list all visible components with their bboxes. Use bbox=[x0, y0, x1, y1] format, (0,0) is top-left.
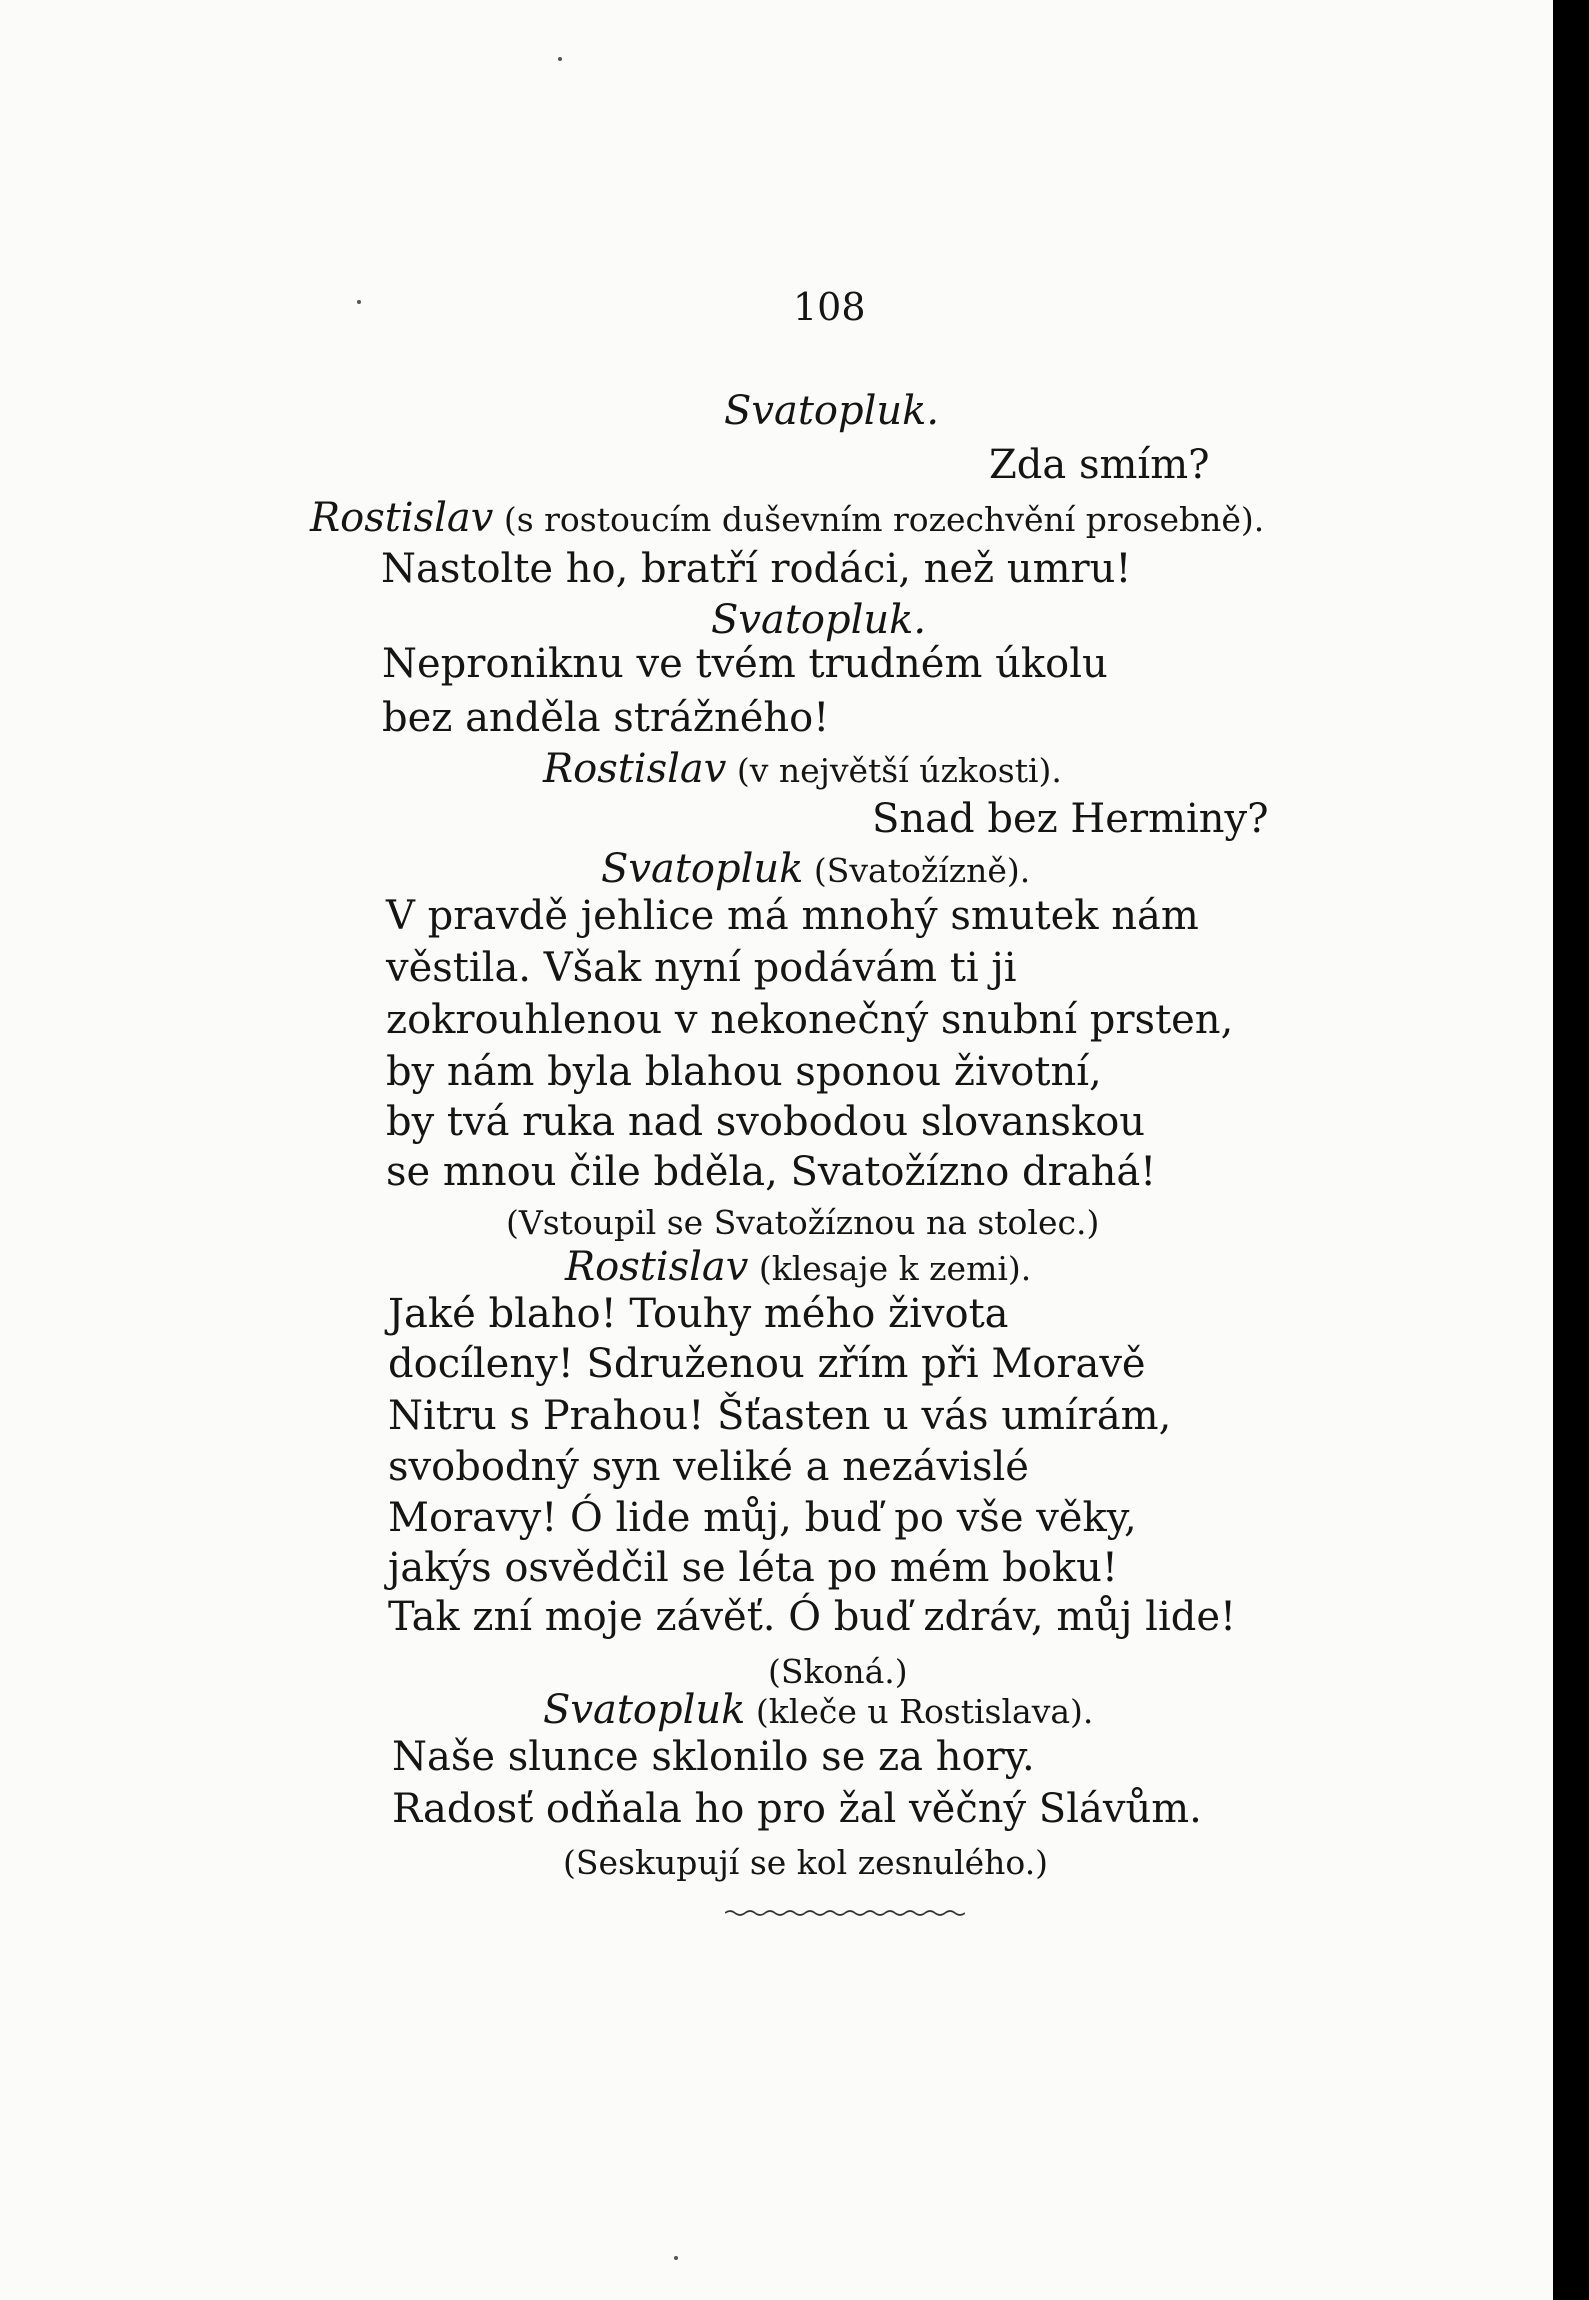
page-number: 108 bbox=[793, 285, 866, 329]
text-line bbox=[388, 1290, 1009, 1338]
stage-direction: (kleče u Rostislava). bbox=[745, 1692, 1094, 1731]
paper-speck bbox=[357, 300, 361, 304]
stage-direction: (v největší úzkosti). bbox=[726, 751, 1062, 790]
verse-text: by tvá ruka nad svobodou slovanskou bbox=[386, 1099, 1146, 1145]
verse-text: Zda smím? bbox=[989, 442, 1210, 488]
verse-text: Nastolte ho, bratří rodáci, než umru! bbox=[381, 546, 1132, 592]
verse-text: Jaké blaho! Touhy mého života bbox=[388, 1291, 1009, 1337]
verse-text: Neproniknu ve tvém trudném úkolu bbox=[382, 641, 1108, 687]
verse-text: by nám byla blahou sponou životní, bbox=[386, 1049, 1102, 1095]
text-line bbox=[388, 1494, 1137, 1542]
speaker-name: Rostislav bbox=[543, 746, 727, 792]
text-line bbox=[563, 1837, 1048, 1887]
text-line bbox=[382, 694, 829, 742]
text-line bbox=[310, 494, 1264, 544]
stage-direction: (Skoná.) bbox=[768, 1652, 908, 1691]
text-line bbox=[386, 996, 1233, 1044]
speaker-name: Svatopluk. bbox=[711, 597, 927, 643]
text-line bbox=[388, 1593, 1236, 1641]
verse-text: svobodný syn veliké a nezávislé bbox=[388, 1444, 1029, 1490]
stage-direction: (Svatožízně). bbox=[803, 851, 1031, 890]
text-line bbox=[381, 545, 1132, 593]
text-line bbox=[386, 1048, 1102, 1096]
verse-text: zokrouhlenou v nekonečný snubní prsten, bbox=[386, 997, 1234, 1043]
text-line bbox=[506, 1197, 1099, 1247]
paper-speck bbox=[674, 2256, 678, 2260]
text-line bbox=[872, 795, 1269, 843]
verse-text: Nitru s Prahou! Šťasten u vás umírám, bbox=[388, 1393, 1172, 1439]
stage-direction: (Vstoupil se Svatožíznou na stolec.) bbox=[506, 1203, 1100, 1242]
speaker-name: Svatopluk bbox=[543, 1687, 746, 1733]
ornament-divider bbox=[725, 1908, 965, 1918]
verse-text: Tak zní moje závěť. Ó buď zdráv, můj lide! bbox=[388, 1594, 1237, 1640]
text-line bbox=[388, 1392, 1171, 1440]
text-line bbox=[386, 1098, 1145, 1146]
text-line bbox=[392, 1785, 1202, 1833]
verse-text: věstila. Však nyní podávám ti ji bbox=[386, 945, 1017, 991]
text-line bbox=[601, 845, 1030, 895]
text-line bbox=[382, 640, 1108, 688]
stage-direction: (s rostoucím duševním rozechvění prosebně). bbox=[493, 500, 1265, 539]
verse-text: Naše slunce sklonilo se za hory. bbox=[392, 1734, 1035, 1780]
text-line bbox=[386, 892, 1199, 940]
verse-text: se mnou čile bděla, Svatožízno drahá! bbox=[386, 1149, 1157, 1195]
stage-direction: (Seskupují se kol zesnulého.) bbox=[563, 1843, 1049, 1882]
text-line bbox=[543, 745, 1062, 795]
speaker-name: Svatopluk bbox=[601, 846, 804, 892]
text-line bbox=[565, 1243, 1031, 1293]
text-line bbox=[989, 441, 1210, 489]
text-line bbox=[392, 1733, 1035, 1781]
text-line bbox=[711, 596, 926, 644]
speaker-name: Rostislav bbox=[310, 495, 494, 541]
paper-speck bbox=[558, 57, 562, 61]
verse-text: Snad bez Herminy? bbox=[872, 796, 1269, 842]
text-line bbox=[724, 387, 939, 435]
stage-direction: (klesaje k zemi). bbox=[748, 1249, 1032, 1288]
verse-text: Radosť odňala ho pro žal věčný Slávům. bbox=[392, 1786, 1202, 1832]
verse-text: bez anděla strážného! bbox=[382, 695, 830, 741]
text-line bbox=[388, 1544, 1118, 1592]
verse-text: jakýs osvědčil se léta po mém boku! bbox=[388, 1545, 1118, 1591]
verse-text: Moravy! Ó lide můj, buď po vše věky, bbox=[388, 1495, 1137, 1541]
text-line bbox=[388, 1340, 1146, 1388]
verse-text: docíleny! Sdruženou zřím při Moravě bbox=[388, 1341, 1146, 1387]
text-line bbox=[386, 944, 1017, 992]
text-line bbox=[388, 1443, 1029, 1491]
text-line bbox=[543, 1686, 1093, 1736]
text-line bbox=[386, 1148, 1156, 1196]
speaker-name: Svatopluk. bbox=[724, 388, 940, 434]
verse-text: V pravdě jehlice má mnohý smutek nám bbox=[386, 893, 1199, 939]
speaker-name: Rostislav bbox=[565, 1244, 749, 1290]
